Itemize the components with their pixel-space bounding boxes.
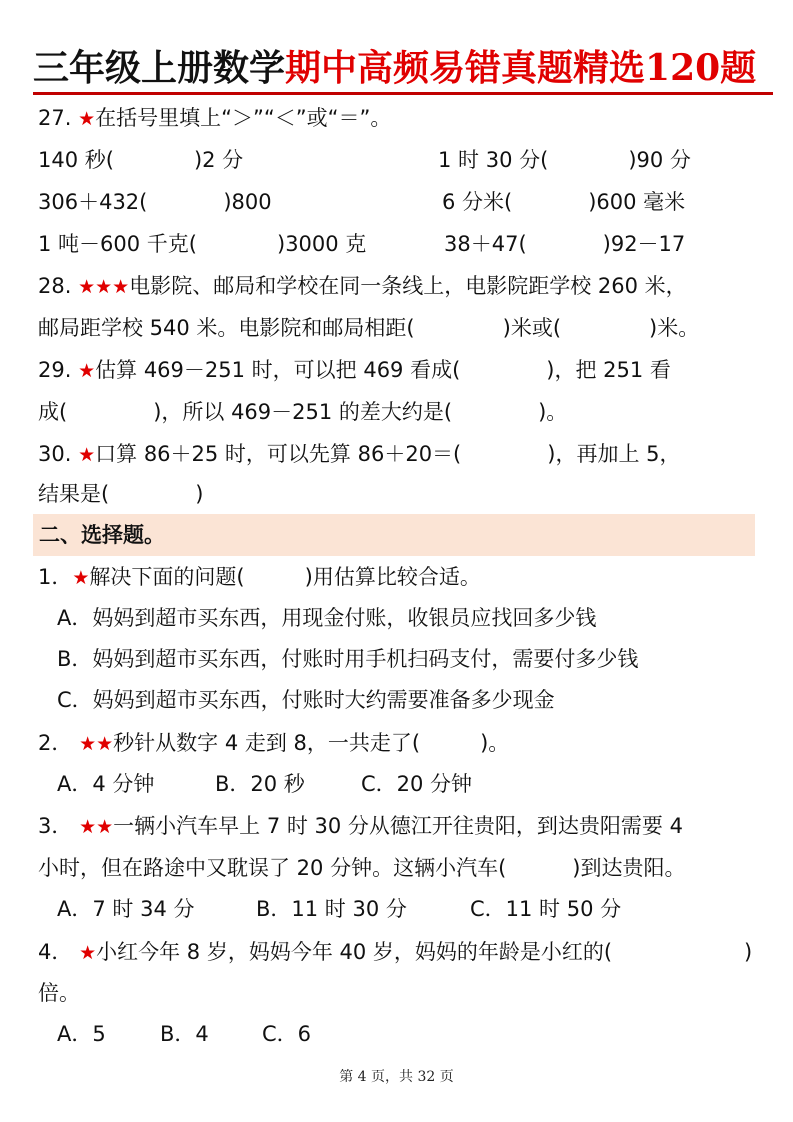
- q29-line2a: 成(: [38, 400, 68, 424]
- star-icon: ★★: [79, 733, 114, 755]
- q29-line1b: )，把 251 看: [546, 358, 671, 382]
- star-icon: ★: [72, 567, 90, 589]
- q27-row-2: [38, 187, 738, 217]
- c1-option-b[interactable]: B．妈妈到超市买东西，付账时用手机扫码支付，需要付多少钱: [57, 647, 639, 671]
- c3-options: [57, 894, 697, 924]
- q30-line2b: ): [195, 482, 204, 506]
- q27-text: 在括号里填上“＞”“＜”或“＝”。: [95, 106, 392, 130]
- c3-line1: 一辆小汽车早上 7 时 30 分从德江开往贵阳，到达贵阳需要 4: [113, 814, 683, 838]
- q27-r2b: 6 分米(: [442, 190, 513, 214]
- q28-line-1: [38, 271, 687, 302]
- star-icon: ★★★: [78, 276, 130, 298]
- c3-option-a[interactable]: A．7 时 34 分: [57, 897, 195, 921]
- c4-option-b[interactable]: B．4: [160, 1022, 209, 1046]
- q27-number: 27.: [38, 106, 72, 130]
- c1-text-b: )用估算比较合适。: [304, 565, 481, 589]
- q30-line-2: [38, 479, 203, 509]
- c3-line2b: )到达贵阳。: [572, 856, 686, 880]
- c4-number: 4．: [38, 940, 73, 964]
- c2-text-b: )。: [480, 731, 510, 755]
- c2-option-c[interactable]: C．20 分钟: [361, 772, 473, 796]
- c4-options: [57, 1019, 457, 1049]
- title-red: 期中高频易错真题精选120题: [285, 47, 757, 89]
- q29-number: 29.: [38, 358, 72, 382]
- q28-line2b: )米或(: [502, 316, 562, 340]
- c2-options: [57, 769, 657, 799]
- q27-r3b-end: )92－17: [602, 232, 686, 256]
- c2-text-a: 秒针从数字 4 走到 8，一共走了(: [113, 731, 421, 755]
- c4-line-1: [38, 937, 754, 968]
- q29-line-2: [38, 397, 567, 427]
- c2-number: 2．: [38, 731, 73, 755]
- q28-line1: 电影院、邮局和学校在同一条线上，电影院距学校 260 米，: [129, 274, 687, 298]
- c3-number: 3．: [38, 814, 73, 838]
- page-title: [33, 44, 773, 95]
- q27-r1a-end: )2 分: [193, 148, 244, 172]
- c3-option-b[interactable]: B．11 时 30 分: [256, 897, 407, 921]
- q29-line1a: 估算 469－251 时，可以把 469 看成(: [95, 358, 461, 382]
- c1-option-a[interactable]: A．妈妈到超市买东西，用现金付账，收银员应找回多少钱: [57, 606, 597, 630]
- q27-row-3: [38, 229, 738, 259]
- q29-line2b: )，所以 469－251 的差大约是(: [153, 400, 453, 424]
- q27-r1b: 1 时 30 分(: [438, 148, 549, 172]
- c1-number: 1．: [38, 565, 73, 589]
- c4-line-2: 倍。: [38, 981, 80, 1005]
- q27-r3a: 1 吨－600 千克(: [38, 232, 197, 256]
- c3-line2a: 小时，但在路途中又耽误了 20 分钟。这辆小汽车(: [38, 856, 507, 880]
- star-icon: ★★: [79, 816, 114, 838]
- q28-line2c: )米。: [649, 316, 700, 340]
- star-icon: ★: [78, 444, 96, 466]
- title-black: 三年级上册数学: [33, 47, 286, 89]
- c3-line-1: [38, 811, 683, 842]
- q29-line-1: [38, 355, 671, 386]
- c2-option-a[interactable]: A．4 分钟: [57, 772, 155, 796]
- star-icon: ★: [78, 360, 96, 382]
- c3-line-2: [38, 853, 685, 883]
- star-icon: ★: [79, 942, 97, 964]
- q30-line1b: )，再加上 5，: [547, 442, 681, 466]
- q27-r2a-end: )800: [223, 190, 272, 214]
- q30-line1a: 口算 86＋25 时，可以先算 86＋20＝(: [95, 442, 462, 466]
- c2-stem: [38, 728, 509, 759]
- q27-r3b: 38＋47(: [444, 232, 527, 256]
- c4-option-c[interactable]: C．6: [262, 1022, 312, 1046]
- c1-option-c[interactable]: C．妈妈到超市买东西，付账时大约需要准备多少现金: [57, 688, 555, 712]
- q30-number: 30.: [38, 442, 72, 466]
- c4-line1b: ): [744, 940, 753, 964]
- q30-line2a: 结果是(: [38, 482, 110, 506]
- section-heading-choice: [33, 514, 755, 556]
- c4-line1a: 小红今年 8 岁，妈妈今年 40 岁，妈妈的年龄是小红的(: [96, 940, 613, 964]
- q27-r1a: 140 秒(: [38, 148, 114, 172]
- c2-option-b[interactable]: B．20 秒: [215, 772, 305, 796]
- q27-r2b-end: )600 毫米: [588, 190, 686, 214]
- q29-line2c: )。: [538, 400, 568, 424]
- star-icon: ★: [78, 108, 96, 130]
- q27-stem: [38, 103, 391, 134]
- page-footer: 第 4 页，共 32 页: [339, 1069, 454, 1085]
- c3-option-c[interactable]: C．11 时 50 分: [470, 897, 622, 921]
- c4-option-a[interactable]: A．5: [57, 1022, 106, 1046]
- q27-row-1: [38, 145, 738, 175]
- q28-number: 28.: [38, 274, 72, 298]
- section-heading-text: 二、选择题。: [39, 523, 165, 547]
- c1-stem: [38, 562, 481, 593]
- c1-text-a: 解决下面的问题(: [89, 565, 245, 589]
- q30-line-1: [38, 439, 680, 470]
- q27-r3a-end: )3000 克: [277, 232, 367, 256]
- q27-r2a: 306＋432(: [38, 190, 148, 214]
- q28-line-2: [38, 313, 699, 343]
- q27-r1b-end: )90 分: [628, 148, 691, 172]
- q28-line2a: 邮局距学校 540 米。电影院和邮局相距(: [38, 316, 415, 340]
